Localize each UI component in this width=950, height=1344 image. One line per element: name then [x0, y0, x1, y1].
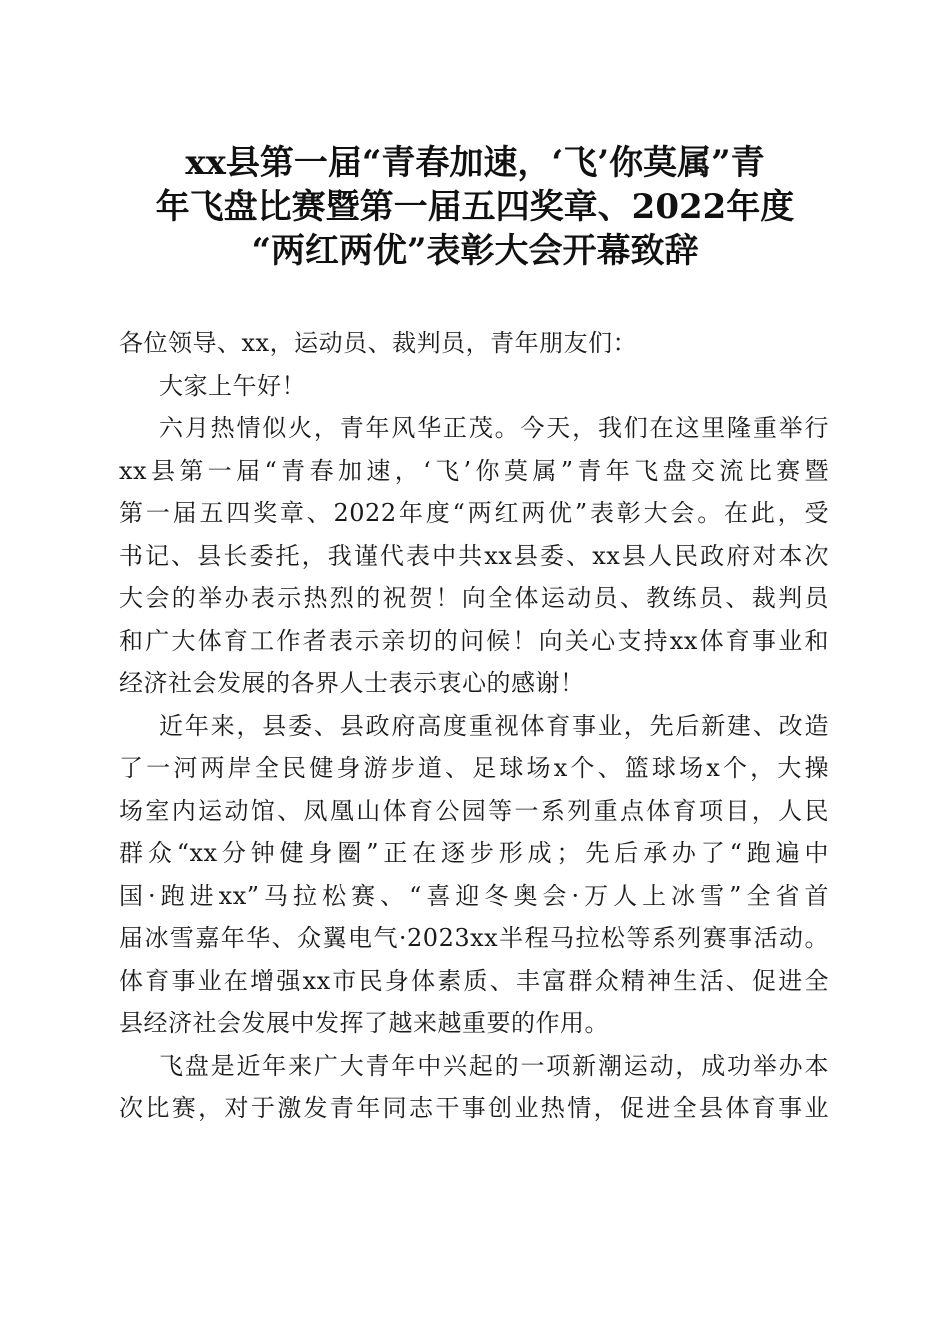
paragraph-line: 书记、县长委托，我谨代表中共xx县委、xx县人民政府对本次	[119, 541, 829, 570]
paragraph-line: 经济社会发展的各界人士表示衷心的感谢！	[119, 669, 585, 697]
paragraph-line: 次比赛，对于激发青年同志干事创业热情，促进全县体育事业	[119, 1094, 829, 1122]
paragraph-line: xx县第一届“青春加速，‘飞’你莫属”青年飞盘交流比赛暨	[119, 456, 829, 485]
paragraph-line: 场室内运动馆、凤凰山体育公园等一系列重点体育项目，人民	[119, 796, 829, 825]
paragraph-line: 届冰雪嘉年华、众翼电气·2023xx半程马拉松等系列赛事活动。	[119, 924, 829, 952]
paragraph-line: 和广大体育工作者表示亲切的问候！向关心支持xx体育事业和	[119, 626, 829, 655]
salutation: 各位领导、xx，运动员、裁判员，青年朋友们：	[119, 329, 638, 357]
paragraph-1	[119, 407, 829, 705]
paragraph-line: 第一届五四奖章、2022年度“两红两优”表彰大会。在此，受	[119, 499, 829, 527]
paragraph-3	[119, 1045, 829, 1130]
document-body	[119, 322, 829, 1130]
paragraph-line: 飞盘是近年来广大青年中兴起的一项新潮运动，成功举办本	[159, 1051, 829, 1080]
greeting: 大家上午好！	[159, 371, 306, 400]
paragraph-line: 六月热情似火，青年风华正茂。今天，我们在这里隆重举行	[159, 414, 829, 442]
title-line: “两红两优”表彰大会开幕致辞	[251, 231, 699, 271]
paragraph-line: 了一河两岸全民健身游步道、足球场x个、篮球场x个，大操	[119, 754, 829, 782]
document-title	[110, 141, 840, 273]
paragraph-line: 国·跑进xx”马拉松赛、“喜迎冬奥会·万人上冰雪”全省首	[119, 881, 829, 910]
paragraph-line: 群众“xx分钟健身圈”正在逐步形成；先后承办了“跑遍中	[119, 839, 829, 867]
title-line: xx县第一届“青春加速，‘飞’你莫属”青	[185, 143, 765, 183]
paragraph-line: 近年来，县委、县政府高度重视体育事业，先后新建、改造	[159, 711, 829, 740]
paragraph-line: 大会的举办表示热烈的祝贺！向全体运动员、教练员、裁判员	[119, 584, 829, 612]
paragraph-line: 体育事业在增强xx市民身体素质、丰富群众精神生活、促进全	[119, 966, 829, 995]
paragraph-line: 县经济社会发展中发挥了越来越重要的作用。	[119, 1009, 609, 1037]
title-line: 年飞盘比赛暨第一届五四奖章、2022年度	[155, 187, 795, 227]
paragraph-2	[119, 705, 829, 1045]
